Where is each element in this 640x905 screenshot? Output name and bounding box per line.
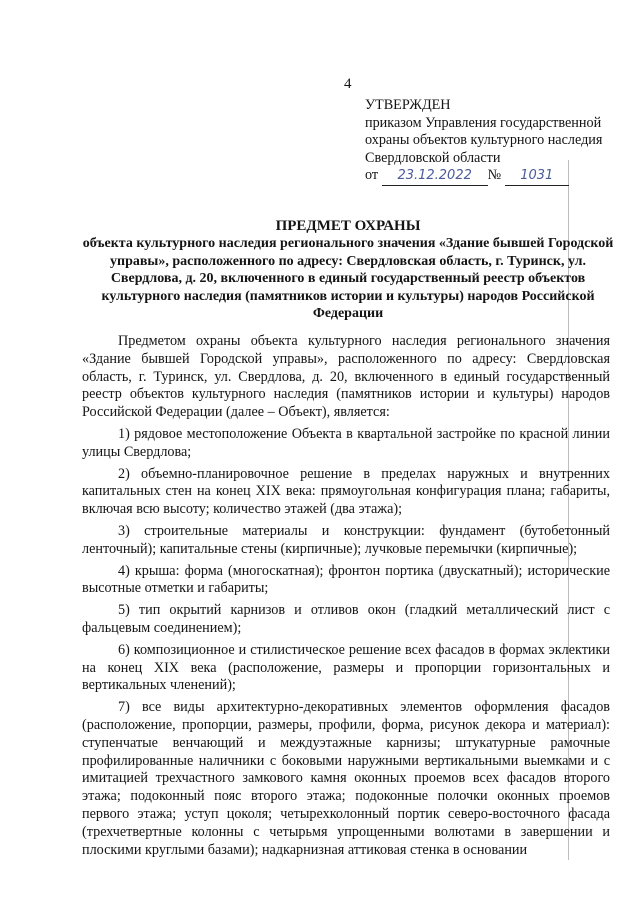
list-item: 6) композиционное и стилистическое решение всех фасадов в формах эклектики на конец XIX века (расположение, размеры и пропорции горизонтальных и вертикальных членений);: [82, 641, 610, 694]
document-body: [82, 333, 610, 859]
page-number: 4: [344, 76, 352, 92]
list-item: 7) все виды архитектурно-декоративных элементов оформления фасадов (расположение, пропорции, размеры, профили, форма, рисунок декора и материал): ступенчатые венчающий и междуэтажные карнизы; штукатурные рамочные профилированные наличники с боковыми наружными вертикальными выемками и с имитацией трехчастного замкового камня оконных проемов всех фасадов второго этажа; подоконный пояс второго этажа; подоконные полочки оконных проемов первого этажа; уступ цоколя; четырехколонный портик северо-восточного фасада (трехчетвертные колонны с четырьмя упрощенными волютами в завершении и плоскими круглыми базами); надкарнизная аттиковая стенка в основании: [82, 699, 610, 858]
handwritten-order-number: 1031: [505, 167, 569, 186]
approval-line: приказом Управления государственной: [365, 114, 602, 131]
approval-line: УТВЕРЖДЕН: [365, 97, 451, 113]
approval-line: охраны объектов культурного наследия: [365, 132, 603, 148]
list-item: 1) рядовое местоположение Объекта в квартальной застройке по красной линии улицы Свердлова;: [82, 425, 610, 460]
document-heading: ПРЕДМЕТ ОХРАНЫ: [275, 218, 421, 234]
order-date-number-line: [365, 167, 615, 186]
list-item: 5) тип окрытий карнизов и отливов окон (гладкий металлический лист с фальцевым соединением);: [82, 602, 610, 636]
approval-line: Свердловской области: [365, 149, 501, 166]
handwritten-date: 23.12.2022: [382, 167, 488, 186]
intro-paragraph: Предметом охраны объекта культурного наследия регионального значения «Здание бывшей Городской управы», расположенного по адресу: Свердловская область, г. Туринск, ул. Свердлова, д. 20, включенного в единый государственный реестр объектов культурного наследия (памятников истории и культуры) народов Российской Федерации (далее – Объект), является:: [82, 333, 610, 421]
from-label: от: [365, 167, 379, 183]
approval-block: [365, 97, 615, 186]
document-title-block: [80, 218, 616, 322]
list-item: 4) крыша: форма (многоскатная); фронтон портика (двускатный); исторические высотные отметки и габариты;: [82, 562, 610, 597]
number-label: №: [487, 167, 502, 183]
list-item: 2) объемно-планировочное решение в пределах наружных и внутренних капитальных стен на конец XIX века: прямоугольная конфигурация плана; габариты, включая всю высоту; количество этажей (два этажа);: [82, 465, 610, 518]
document-subtitle: объекта культурного наследия регионального значения «Здание бывшей Городской управы», расположенного по адресу: Свердловская область, г. Туринск, ул. Свердлова, д. 20, включенного в единый государственный реестр объектов культурного наследия (памятников истории и культуры) народов Российской Федерации: [82, 236, 614, 322]
list-item: 3) строительные материалы и конструкции: фундамент (бутобетонный ленточный); капитальные стены (кирпичные); лучковые перемычки (кирпичные);: [82, 522, 610, 557]
